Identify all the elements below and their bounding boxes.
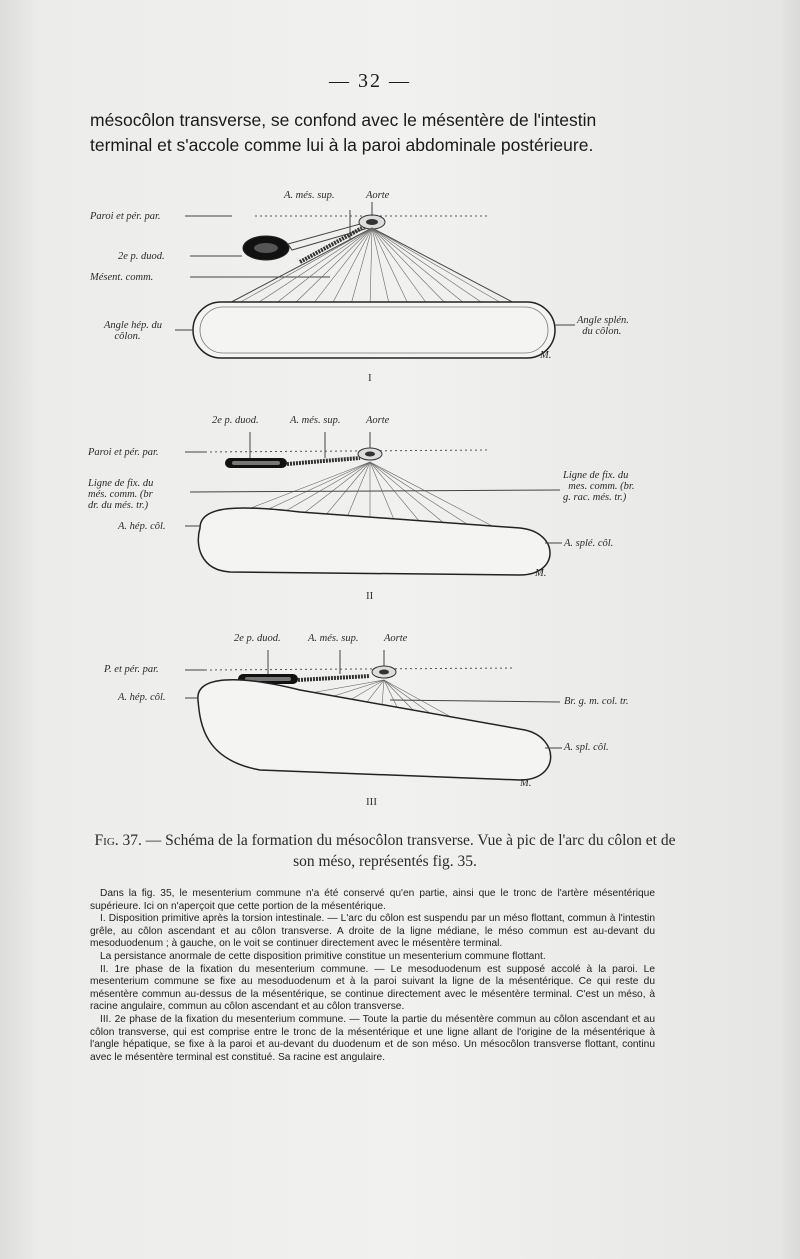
intro-paragraph: mésocôlon transverse, se confond avec le mésentère de l'intestin terminal et s'accole comme lui à la paroi abdominale postérieure. bbox=[90, 110, 597, 155]
label-ligne-right: Ligne de fix. du mes. comm. (br. g. rac. més. tr.) bbox=[563, 470, 635, 503]
note-paragraph: II. 1re phase de la fixation du mesenterium commune. — Le mesoduodenum est supposé accolé à la paroi. Le mesenterium commune se fixe au mesoduodenum et à la paroi suivant la ligne de la mésentérique. Ce qui reste du mésentère commun au-dessus de la mésentérique, se continue directement avec le mésentère terminal. C'est un méso, à racine angulaire, commun au côlon ascendant et au côlon transverse. bbox=[90, 963, 655, 1013]
figure-iii-drawing bbox=[0, 630, 800, 810]
figure-iii bbox=[0, 630, 800, 810]
figure-iii-numeral: III bbox=[366, 796, 377, 808]
note-paragraph: III. 2e phase de la fixation du mesenterium commune. — Toute la partie du mésentère commun au côlon ascendant et au côlon transverse, qui est comprise entre le tronc de la mésentérique et une ligne allant de l'origine de la mésentérique à l'angle hépatique, se fixe à la paroi et au-devant du duodenum et de son méso. Un mésocôlon transverse flottant, continu avec le mésentère terminal est constitué. Sa racine est angulaire. bbox=[90, 1013, 655, 1063]
label-signature: M. bbox=[520, 778, 532, 789]
figure-i bbox=[0, 180, 800, 390]
label-angle-splen: Angle splén. du côlon. bbox=[577, 315, 629, 337]
label-signature: M. bbox=[540, 350, 552, 361]
label-duod: 2e p. duod. bbox=[212, 415, 259, 426]
label-duod: 2e p. duod. bbox=[118, 251, 165, 262]
label-duod: 2e p. duod. bbox=[234, 633, 281, 644]
label-a-hep: A. hép. côl. bbox=[118, 692, 166, 703]
label-angle-hep: Angle hép. du côlon. bbox=[104, 320, 163, 342]
label-aorte: Aorte bbox=[366, 190, 390, 201]
label-signature: M. bbox=[535, 568, 547, 579]
label-a-spl: A. spl. côl. bbox=[564, 742, 609, 753]
note-paragraph: Dans la fig. 35, le mesenterium commune n'a été conservé qu'en partie, ainsi que le tronc de l'artère mésentérique supérieure. Ici on n'aperçoit que cette portion de la mésentérique. bbox=[90, 888, 655, 912]
label-paroi: Paroi et pér. par. bbox=[90, 211, 161, 222]
label-aorte: Aorte bbox=[384, 633, 408, 644]
label-aorte: Aorte bbox=[366, 415, 390, 426]
figure-caption bbox=[90, 830, 680, 872]
label-paroi: P. et pér. par. bbox=[104, 664, 159, 675]
note-paragraph: I. Disposition primitive après la torsion intestinale. — L'arc du côlon est suspendu par un méso flottant, commun à l'intestin grêle, au côlon ascendant et au côlon transverse. A droite de la ligne médiane, le méso commun est au-devant du mesoduodenum ; à gauche, on le voit se continuer directement avec le mésentère terminal. bbox=[90, 913, 655, 950]
label-ligne-left: Ligne de fix. du més. comm. (br dr. du més. tr.) bbox=[88, 478, 154, 511]
label-mesent: Mésent. comm. bbox=[90, 272, 154, 283]
figure-ii bbox=[0, 410, 800, 610]
caption-text: — Schéma de la formation du mésocôlon transverse. Vue à pic de l'arc du côlon et de son méso, représentés fig. 35. bbox=[141, 832, 676, 870]
label-a-hep: A. hép. côl. bbox=[118, 521, 166, 532]
label-br: Br. g. m. col. tr. bbox=[564, 696, 629, 707]
label-a-sple: A. splé. côl. bbox=[564, 538, 614, 549]
label-a-mes-sup: A. més. sup. bbox=[290, 415, 341, 426]
note-paragraph: La persistance anormale de cette disposition primitive constitue un mesenterium commune flottant. bbox=[100, 950, 546, 962]
label-paroi: Paroi et pér. par. bbox=[88, 447, 159, 458]
figure-ii-numeral: II bbox=[366, 590, 374, 602]
label-a-mes-sup: A. més. sup. bbox=[284, 190, 335, 201]
figure-i-numeral: I bbox=[368, 372, 372, 384]
caption-lead: Fig. 37. bbox=[94, 832, 142, 849]
label-a-mes-sup: A. més. sup. bbox=[308, 633, 359, 644]
figure-notes bbox=[90, 888, 655, 1064]
page-number: — 32 — bbox=[329, 70, 411, 92]
